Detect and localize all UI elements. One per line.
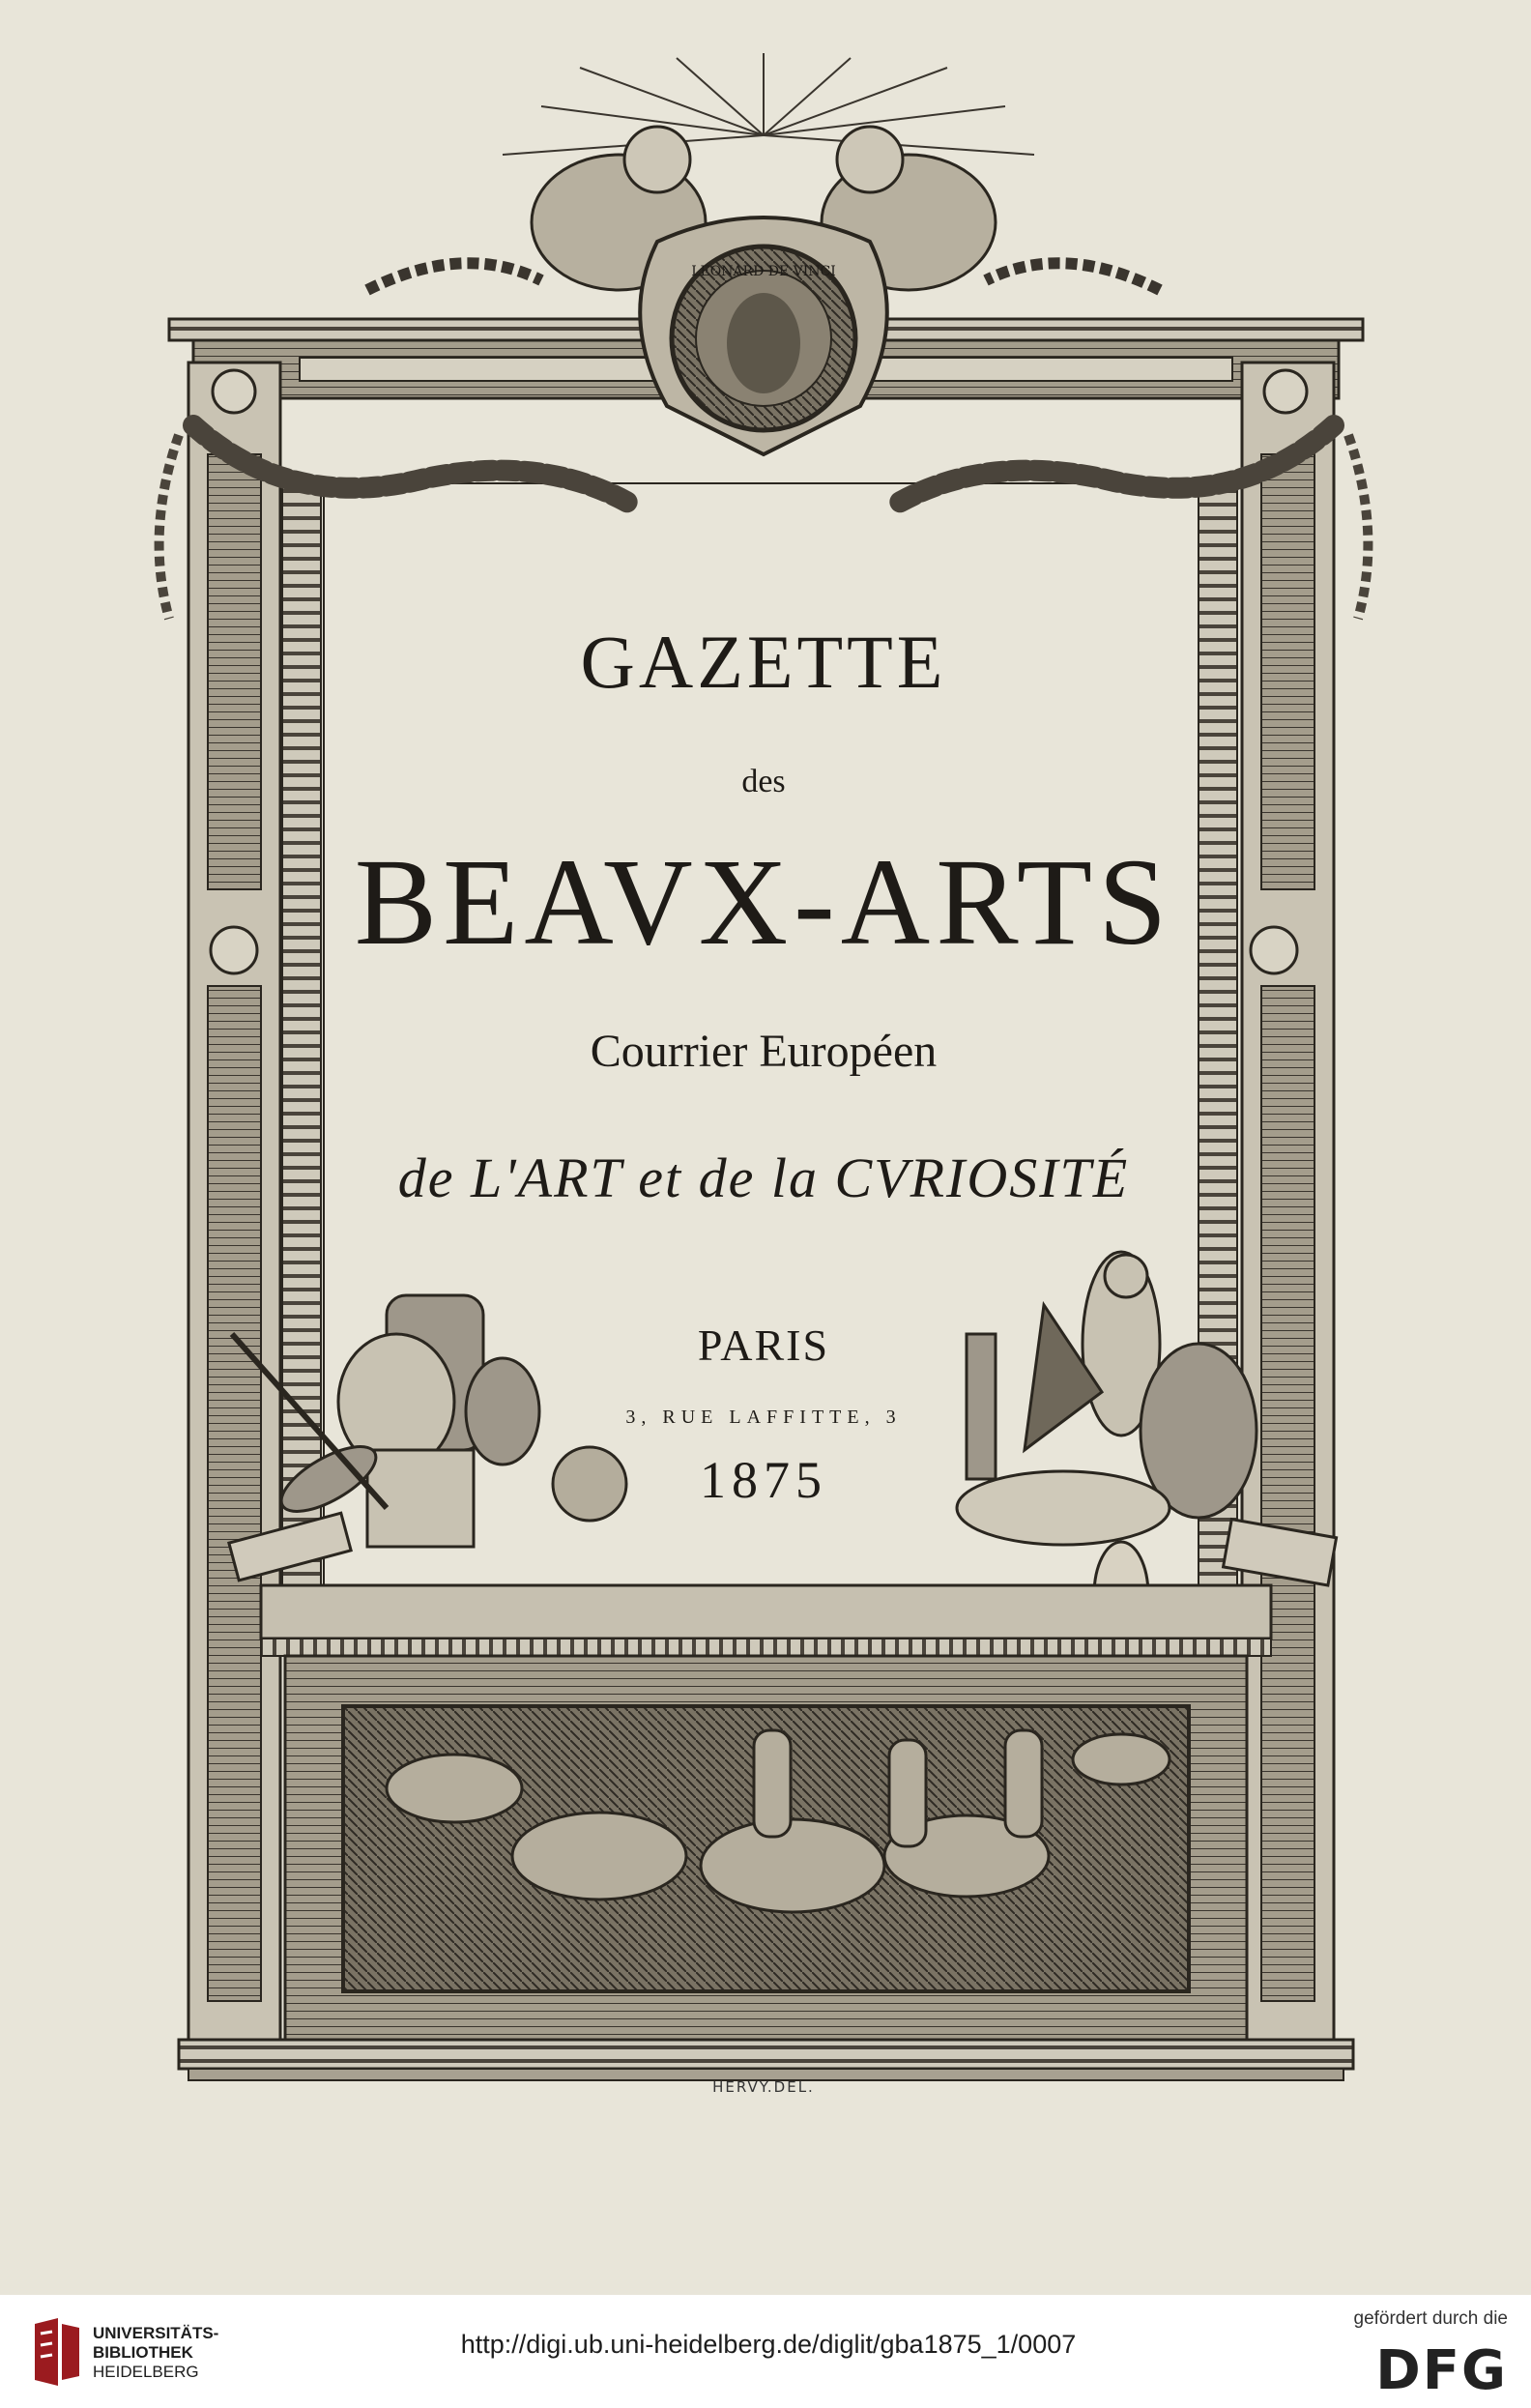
funding-label: gefördert durch die [1353, 2308, 1508, 2329]
university-library-logo-icon[interactable] [29, 2316, 85, 2388]
base-plinth [179, 2040, 1353, 2069]
permalink-url[interactable]: http://digi.ub.uni-heidelberg.de/diglit/gba1875_1/0007 [460, 2330, 1077, 2359]
imprint-address: 3, RUE LAFFITTE, 3 [625, 1407, 902, 1428]
footer-bar [0, 2295, 1531, 2408]
title-gazette: GAZETTE [580, 620, 947, 704]
ledge [261, 1585, 1271, 1639]
subtitle-courrier: Courrier Européen [590, 1026, 938, 1077]
library-line-3: HEIDELBERG [93, 2363, 199, 2381]
imprint-year: 1875 [700, 1451, 827, 1509]
engraver-signature: HERVY.DEL. [712, 2078, 815, 2096]
title-beaux-arts: BEAVX-ARTS [354, 833, 1173, 971]
subtitle-curiosite: de L'ART et de la CVRIOSITÉ [397, 1146, 1130, 1209]
library-line-1: UNIVERSITÄTS- [93, 2324, 219, 2342]
title-des: des [741, 764, 786, 799]
left-rosette-middle [211, 927, 257, 973]
library-line-2: BIBLIOTHEK [93, 2343, 193, 2362]
library-name[interactable] [93, 2324, 218, 2382]
right-rosette-upper [1264, 370, 1307, 413]
medallion-inscription: LEONARD DE VINCI [691, 264, 836, 279]
left-rosette-upper [213, 370, 255, 413]
dfg-logo[interactable]: DFG [1375, 2339, 1508, 2402]
sunburst-rays [503, 53, 1034, 155]
imprint-city: PARIS [697, 1320, 830, 1370]
right-rosette-middle [1251, 927, 1297, 973]
